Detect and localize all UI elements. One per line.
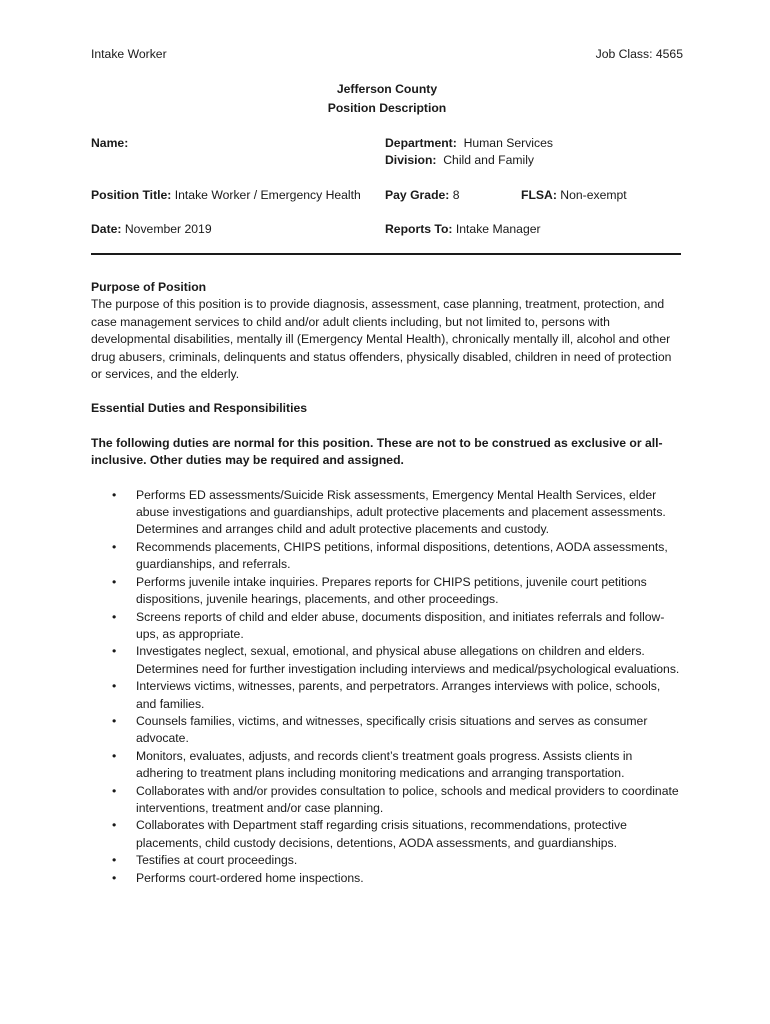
list-item — [91, 609, 683, 644]
department-field — [385, 135, 553, 152]
position-title-field — [91, 187, 361, 204]
duties-heading: Essential Duties and Responsibilities — [91, 401, 308, 416]
bullet-icon: • — [112, 487, 117, 502]
bullet-icon: • — [112, 679, 117, 694]
duty-text: Performs ED assessments/Suicide Risk assessments, Emergency Mental Health Services, elder abuse investigations and guardianships, adult protective placements and placement assessments. Determines and arranges child and adult protective placements and custody. — [136, 487, 666, 537]
bullet-icon: • — [112, 644, 117, 659]
bullet-icon: • — [112, 574, 117, 589]
bullet-icon: • — [112, 853, 117, 868]
list-item — [91, 643, 683, 678]
duty-text: Performs court-ordered home inspections. — [136, 870, 364, 885]
flsa-value: Non-exempt — [560, 188, 627, 202]
bullet-icon: • — [112, 713, 117, 728]
duties-list — [91, 487, 683, 887]
duty-text: Investigates neglect, sexual, emotional, and physical abuse allegations on children and elders. Determines need for further investigation including interviews and medical/psychological evaluations. — [136, 644, 680, 676]
division-label: Division: — [385, 153, 437, 167]
division-value: Child and Family — [443, 153, 535, 167]
purpose-heading: Purpose of Position — [91, 280, 207, 294]
duty-text: Performs juvenile intake inquiries. Prepares reports for CHIPS petitions, juvenile court petitions dispositions, juvenile hearings, placements, and other proceedings. — [136, 574, 647, 607]
list-item — [91, 678, 683, 713]
duty-text: Counsels families, victims, and witnesses, specifically crisis situations and serves as consumer advocate. — [136, 713, 648, 746]
document-page — [91, 46, 683, 887]
duty-text: Screens reports of child and elder abuse, documents disposition, and initiates referrals and follow-ups, as appropriate. — [136, 609, 665, 641]
bullet-icon: • — [112, 818, 117, 833]
pay-grade-label: Pay Grade: — [385, 188, 450, 202]
duty-text: Collaborates with and/or provides consultation to police, schools and medical providers to coordinate interventions, treatment and/or case planning. — [136, 783, 679, 815]
list-item — [91, 870, 683, 887]
list-item — [91, 817, 683, 852]
position-title-label: Position Title: — [91, 188, 172, 202]
department-label: Department: — [385, 136, 457, 150]
bullet-icon: • — [112, 870, 117, 885]
section-divider — [91, 253, 681, 255]
reports-to-value: Intake Manager — [455, 222, 541, 236]
division-field — [385, 152, 534, 169]
list-item — [91, 852, 683, 869]
duty-text: Monitors, evaluates, adjusts, and records client’s treatment goals progress. Assists clients in adhering to treatment plans including monitoring medications and arranging transportation. — [136, 748, 633, 781]
name-label: Name: — [91, 136, 129, 150]
page-header — [91, 46, 683, 66]
duty-text: Interviews victims, witnesses, parents, and perpetrators. Arranges interviews with police, schools, and families. — [136, 679, 661, 711]
header-job-class: Job Class: 4565 — [595, 47, 683, 61]
list-item — [91, 748, 683, 783]
bullet-icon: • — [112, 609, 117, 624]
duty-text: Collaborates with Department staff regarding crisis situations, recommendations, protective placements, child custody decisions, detentions, AODA assessments, and guardianships. — [136, 818, 627, 850]
list-item — [91, 713, 683, 748]
title-position-description: Position Description — [327, 101, 447, 115]
title-county: Jefferson County — [336, 82, 438, 96]
duty-text: Testifies at court proceedings. — [136, 853, 298, 868]
duties-intro: The following duties are normal for this position. These are not to be construed as exclusive or all-inclusive. Other duties may be required and assigned. — [91, 435, 663, 468]
list-item — [91, 539, 683, 574]
date-value: November 2019 — [124, 222, 212, 236]
bullet-icon: • — [112, 748, 117, 763]
bullet-icon: • — [112, 539, 117, 554]
date-label: Date: — [91, 222, 122, 236]
bullet-icon: • — [112, 783, 117, 798]
reports-to-field — [385, 221, 541, 238]
header-left: Intake Worker — [91, 47, 167, 61]
list-item — [91, 783, 683, 818]
list-item — [91, 574, 683, 609]
pay-grade-field — [385, 187, 460, 204]
purpose-text: The purpose of this position is to provide diagnosis, assessment, case planning, treatment, protection, and case management services to child and/or adult clients including, but not limited to, persons with developmental disabilities, mentally ill (Emergency Mental Health), chronically mentally ill, alcohol and other drug abusers, criminals, delinquents and status offenders, physically disabled, children in need of protection or services, and the elderly. — [91, 297, 672, 382]
list-item — [91, 487, 683, 539]
document-title — [91, 81, 683, 119]
pay-grade-value: 8 — [452, 188, 460, 202]
date-field — [91, 221, 212, 238]
position-info — [91, 135, 683, 253]
position-title-value: Intake Worker / Emergency Health — [174, 188, 361, 202]
duty-text: Recommends placements, CHIPS petitions, informal dispositions, detentions, AODA assessments, guardianships, and referrals. — [136, 539, 668, 572]
department-value: Human Services — [463, 136, 553, 150]
reports-to-label: Reports To: — [385, 222, 453, 236]
flsa-label: FLSA: — [521, 188, 557, 202]
flsa-field — [521, 187, 627, 204]
